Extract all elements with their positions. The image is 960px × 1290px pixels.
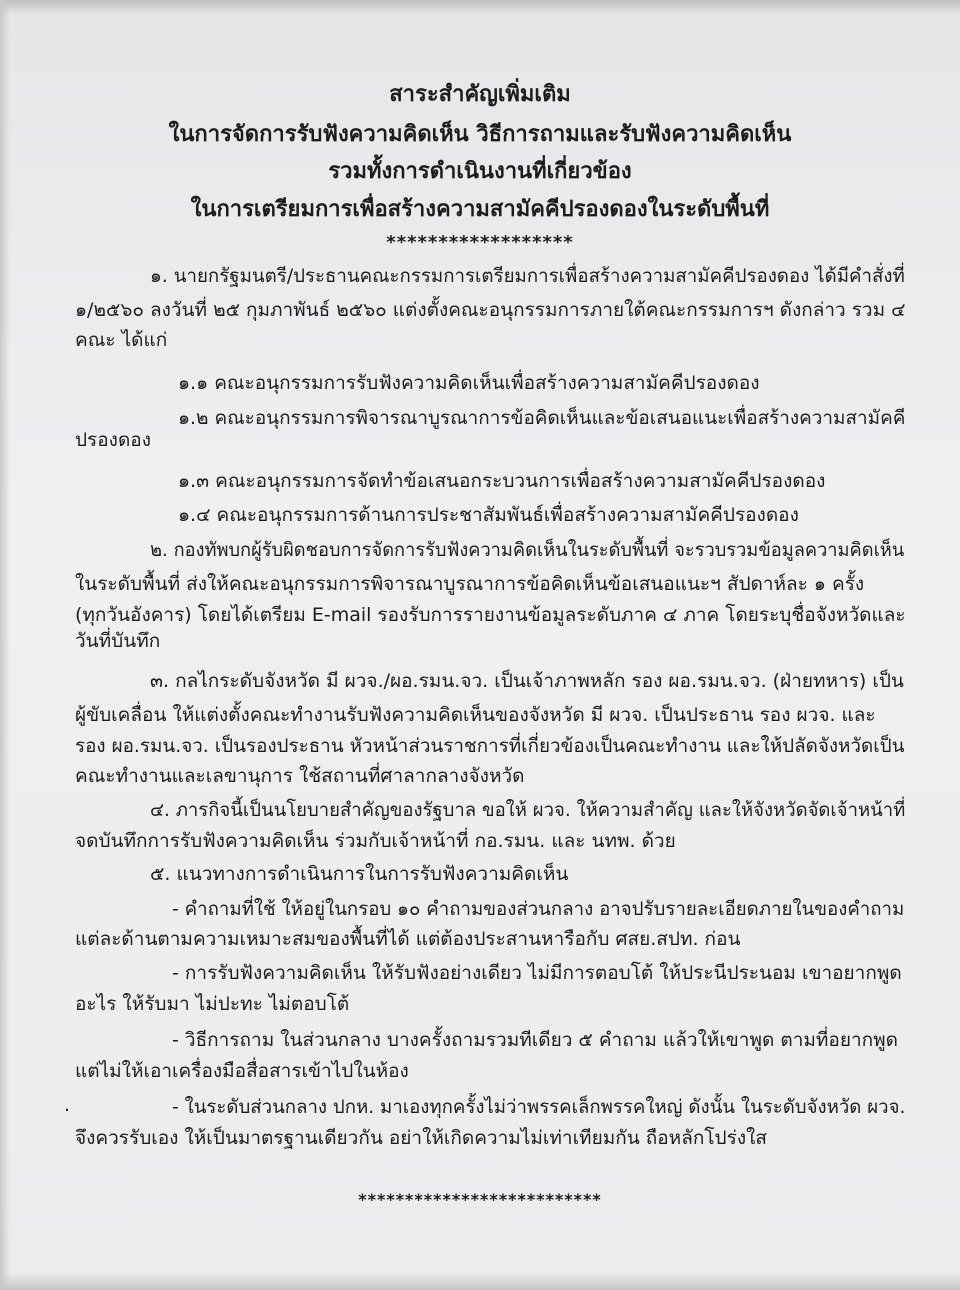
item-5-bullet-1-line-2: แต่ละด้านตามความเหมาะสมของพื้นที่ได้ แต่ต้องประสานหารือกับ ศสย.สปท. ก่อน xyxy=(75,928,741,950)
item-2-line-2: ในระดับพื้นที่ ส่งให้คณะอนุกรรมการพิจารณาบูรณาการข้อคิดเห็นข้อเสนอแนะฯ สัปดาห์ละ ๑ ครั้ง xyxy=(75,573,865,595)
title-separator: ****************** xyxy=(386,232,574,253)
item-1-line-3: คณะ ได้แก่ xyxy=(75,329,168,351)
item-5-bullet-1-line-1: - คำถามที่ใช้ ให้อยู่ในกรอบ ๑๐ คำถามของส่วนกลาง อาจปรับรายละเอียดภายในของคำถาม xyxy=(172,898,905,920)
stray-mark: . xyxy=(64,1094,71,1116)
item-3-line-3: รอง ผอ.รมน.จว. เป็นรองประธาน หัวหน้าส่วนราชการที่เกี่ยวข้องเป็นคณะทำงาน และให้ปลัดจังหวัดเป็น xyxy=(75,735,905,757)
document-title: สาระสำคัญเพิ่มเติม xyxy=(389,82,571,107)
item-3-line-2: ผู้ขับเคลื่อน ให้แต่งตั้งคณะทำงานรับฟังความคิดเห็นของจังหวัด มี ผวจ. เป็นประธาน รอง ผวจ. และ xyxy=(75,704,876,726)
document-subtitle-1: ในการจัดการรับฟังความคิดเห็น วิธีการถามและรับฟังความคิดเห็น xyxy=(168,122,792,147)
item-5-bullet-2-line-2: อะไร ให้รับมา ไม่ปะทะ ไม่ตอบโต้ xyxy=(75,993,350,1015)
item-3-line-1: ๓. กลไกระดับจังหวัด มี ผวจ./ผอ.รมน.จว. เป็นเจ้าภาพหลัก รอง ผอ.รมน.จว. (ฝ่ายทหาร) เป็น xyxy=(150,670,904,692)
page-shadow-left xyxy=(0,0,10,1290)
item-1-line-1: ๑. นายกรัฐมนตรี/ประธานคณะกรรมการเตรียมการเพื่อสร้างความสามัคคีปรองดอง ได้มีคำสั่งที่ xyxy=(150,265,905,287)
item-1-sub-2-line-2: ปรองดอง xyxy=(75,429,151,451)
page-shadow-top xyxy=(0,0,960,14)
item-3-line-4: คณะทำงานและเลขานุการ ใช้สถานที่ศาลากลางจังหวัด xyxy=(75,765,525,787)
page-shadow-bottom xyxy=(0,1272,960,1290)
item-1-sub-3: ๑.๓ คณะอนุกรรมการจัดทำข้อเสนอกระบวนการเพื่อสร้างความสามัคคีปรองดอง xyxy=(178,470,826,492)
item-1-sub-4: ๑.๔ คณะอนุกรรมการด้านการประชาสัมพันธ์เพื่อสร้างความสามัคคีปรองดอง xyxy=(178,504,799,526)
item-1-line-2: ๑/๒๕๖๐ ลงวันที่ ๒๕ กุมภาพันธ์ ๒๕๖๐ แต่งตั้งคณะอนุกรรมการภายใต้คณะกรรมการฯ ดังกล่าว รวม ๔ xyxy=(75,299,906,321)
item-4-line-2: จดบันทึกการรับฟังความคิดเห็น ร่วมกับเจ้าหน้าที่ กอ.รมน. และ นทพ. ด้วย xyxy=(75,830,676,852)
item-2-line-4: วันที่บันทึก xyxy=(75,630,161,652)
item-5-bullet-4-line-1: - ในระดับส่วนกลาง ปกห. มาเองทุกครั้งไม่ว่าพรรคเล็กพรรคใหญ่ ดังนั้น ในระดับจังหวัด ผวจ. xyxy=(172,1096,906,1118)
item-2-line-1: ๒. กองทัพบกผู้รับผิดชอบการจัดการรับฟังความคิดเห็นในระดับพื้นที่ จะรวบรวมข้อมูลความคิดเห็น xyxy=(150,539,905,561)
item-5-bullet-3-line-1: - วิธีการถาม ในส่วนกลาง บางครั้งถามรวมทีเดียว ๕ คำถาม แล้วให้เขาพูด ตามที่อยากพูด xyxy=(172,1029,899,1051)
item-4-line-1: ๔. ภารกิจนี้เป็นนโยบายสำคัญของรัฐบาล ขอให้ ผวจ. ให้ความสำคัญ และให้จังหวัดจัดเจ้าหน้าที่ xyxy=(150,799,906,821)
item-1-sub-1: ๑.๑ คณะอนุกรรมการรับฟังความคิดเห็นเพื่อสร้างความสามัคคีปรองดอง xyxy=(178,372,760,394)
item-2-line-3: (ทุกวันอังคาร) โดยได้เตรียม E-mail รองรับการรายงานข้อมูลระดับภาค ๔ ภาค โดยระบุชื่อจังหวัดและ xyxy=(75,604,906,626)
item-5-bullet-4-line-2: จึงควรรับเอง ให้เป็นมาตรฐานเดียวกัน อย่าให้เกิดความไม่เท่าเทียมกัน ถือหลักโปร่งใส xyxy=(75,1127,767,1149)
item-5-heading: ๕. แนวทางการดำเนินการในการรับฟังความคิดเห็น xyxy=(150,863,569,885)
item-5-bullet-3-line-2: แต่ไม่ให้เอาเครื่องมือสื่อสารเข้าไปในห้อง xyxy=(75,1060,409,1082)
document-subtitle-2: รวมทั้งการดำเนินงานที่เกี่ยวข้อง xyxy=(328,159,632,184)
item-5-bullet-2-line-1: - การรับฟังความคิดเห็น ให้รับฟังอย่างเดียว ไม่มีการตอบโต้ ให้ประนีประนอม เขาอยากพูด xyxy=(172,962,902,984)
item-1-sub-2-line-1: ๑.๒ คณะอนุกรรมการพิจารณาบูรณาการข้อคิดเห็นและข้อเสนอแนะเพื่อสร้างความสามัคคี xyxy=(178,407,906,429)
document-subtitle-3: ในการเตรียมการเพื่อสร้างความสามัคคีปรองดองในระดับพื้นที่ xyxy=(190,197,770,222)
footer-separator: ************************** xyxy=(358,1190,602,1209)
